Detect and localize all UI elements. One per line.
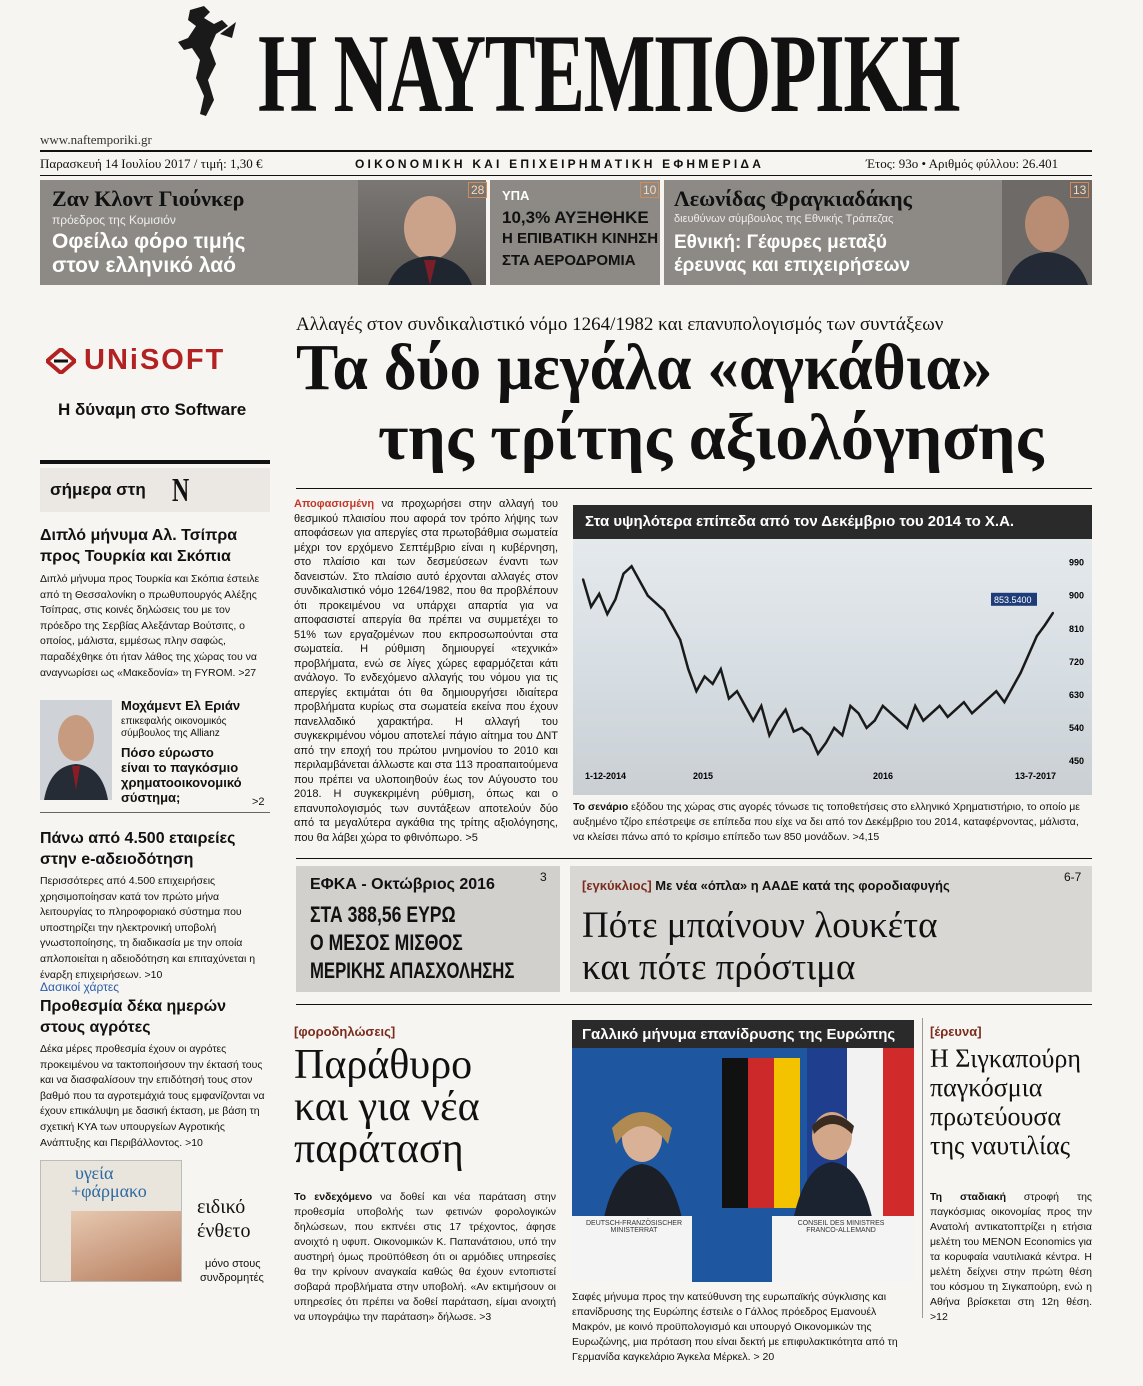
data-point <box>817 753 819 755</box>
y-tick-label: 990 <box>1069 557 1085 568</box>
teaser-headline: Η ΕΠΙΒΑΤΙΚΗ ΚΙΝΗΣΗ <box>502 230 659 247</box>
page-ref[interactable]: 28 <box>468 182 487 198</box>
lead-text: Αποφασισμένη να προχωρήσει στην αλλαγή του θεσμικού πλαισίου που αφορά τον τρόπο λήψης των αποφάσεων για απεργίες στα πρωτοβάθμια σωματεία μέχρι τον ερχόμενο Σεπτέμβριο είναι η κυβέρνηση, στο πλαίσιο και των δεσμεύσεων έναντι των δανειστών. Στο πλαίσιο αυτό έρχονται αλλαγές στον συνδικαλιστικό νόμο 1264/1982, που θα προβλέπουν ότι προκειμένου να υπάρχει απαρτία για να αποφασιστεί απεργία θα πρέπει να συμμετέχει το 51% των εργαζομένων που εκπροσωπούνται στα σωματεία. Η ρύθμιση δημιουργεί «τεχνικά» προβλήματα, ενώ σε λίγες χώρες εφαρμόζεται κάτι ανάλογο. Το ενδεχόμενο αλλαγής του νόμου για τις απεργίες εκτιμάται ότι θα δημιουργήσει ιδιαίτερα προβλήματα κυρίως στα σωματεία εκείνα που έχουν πανελλαδικό χαρακτήρα. Η αλλαγή του συγκεκριμένου νόμου αποτελεί πάγιο αίτημα του ΔΝΤ από την εποχή του πρώτου μνημονίου το 2010 και περιλαμβάνεται άλλωστε και στα 113 προαπαιτούμενα που πρέπει να υλοποιηθούν έως τον Αύγουστο του 2018. Η συγκεκριμένη ρύθμιση, όπως και ο επανυπολογισμός των συντάξεων αποτελούν δύο από τα μεγαλύτερα αγκάθια της τρίτης αξιολόγησης, που θα λάβει χώρα το φθινόπωρο. >5 <box>294 498 558 844</box>
magazine-title: +φάρμακο <box>71 1181 147 1201</box>
data-point <box>1011 687 1013 689</box>
today-letter: N <box>172 472 190 509</box>
magazine-cover[interactable] <box>40 1160 182 1282</box>
data-point <box>849 705 851 707</box>
story4-kicker: Δασικοί χάρτες <box>40 980 119 994</box>
data-point <box>874 720 876 722</box>
aade-headline: Πότε μπαίνουν λουκέτα <box>582 905 938 946</box>
masthead-rule <box>40 150 1092 152</box>
data-point <box>1036 635 1038 637</box>
site-url[interactable]: www.naftemporiki.gr <box>40 132 152 147</box>
data-point <box>623 573 625 575</box>
data-point <box>841 734 843 736</box>
data-point <box>914 705 916 707</box>
data-point <box>793 731 795 733</box>
teaser-fragiadakis[interactable] <box>664 180 1092 285</box>
elerian-photo <box>40 700 112 800</box>
data-point <box>687 668 689 670</box>
teaser-ypa[interactable] <box>490 180 660 285</box>
page-ref[interactable]: 6-7 <box>1064 870 1082 884</box>
europe-photo-art <box>572 1048 914 1282</box>
data-point <box>906 727 908 729</box>
data-point <box>1020 672 1022 674</box>
data-point <box>655 602 657 604</box>
data-point <box>890 712 892 714</box>
aade-kicker: [εγκύκλιος] Με νέα «όπλα» η ΑΑΔΕ κατά της φοροδιαφυγής <box>582 878 950 893</box>
research-text: Τη σταδιακή στροφή της παγκόσμιας οικονομίας προς την Ανατολή αντικατοπτρίζει η ετήσια μελέτη του MENON Economics για τα κορυφαία ναυτιλιακά κέντρα. Η μελέτη δείχνει στην πρώτη θέση του κόσμου τη Σιγκαπούρη, ενώ η Αθήνα βρίσκεται στη 12η θέση. >12 <box>930 1191 1092 1323</box>
magazine-photo <box>71 1211 181 1281</box>
magazine-title: υγεία <box>75 1163 114 1183</box>
y-tick-label: 900 <box>1069 590 1085 601</box>
data-point <box>679 639 681 641</box>
teaser-role: πρόεδρος της Κομισιόν <box>52 213 176 227</box>
europe-title: Γαλλικό μήνυμα επανίδρυσης της Ευρώπης <box>582 1026 896 1043</box>
tagline: ΟΙΚΟΝΟΜΙΚΗ ΚΑΙ ΕΠΙΧΕΙΡΗΜΑΤΙΚΗ ΕΦΗΜΕΡΙΔΑ <box>355 157 765 171</box>
insert-label: ένθετο <box>197 1220 251 1242</box>
tax-headline[interactable]: Παράθυρο και για νέα παράταση <box>294 1042 480 1172</box>
data-point <box>720 668 722 670</box>
today-rule <box>40 460 270 464</box>
data-point <box>695 690 697 692</box>
issue-number: Έτος: 93ο • Αριθμός φύλλου: 26.401 <box>866 156 1059 171</box>
lead-rule <box>296 488 1092 489</box>
data-point <box>712 683 714 685</box>
teaser-headline: 10,3% ΑΥΞΗΘΗΚΕ <box>502 208 649 227</box>
data-point <box>582 578 584 580</box>
efka-headline: ΣΤΑ 388,56 ΕΥΡΩ <box>310 902 456 927</box>
data-point <box>1052 612 1054 614</box>
data-point <box>987 698 989 700</box>
data-point <box>971 712 973 714</box>
insert-note: συνδρομητές <box>200 1272 264 1284</box>
efka-box[interactable] <box>296 866 560 992</box>
data-point <box>647 595 649 597</box>
x-tick-label: 13-7-2017 <box>1015 771 1057 781</box>
data-point <box>663 609 665 611</box>
teaser-headline: έρευνας και επιχειρήσεων <box>674 255 911 276</box>
story3-text: Περισσότερες από 4.500 επιχειρήσεις χρησιμοποίησαν κατά τον πρώτο μήνα λειτουργίας το πληροφοριακό σύστημα που υποστηρίζει την ηλεκτρονική υποβολή γνωστοποίησης, τη διαδικασία με την οποία απλοποιείται η αδειοδότηση και επιταχύνεται η έναρξη επιχειρήσεων. >10 <box>40 875 256 981</box>
teaser-role: διευθύνων σύμβουλος της Εθνικής Τράπεζας <box>674 213 894 225</box>
elerian-name: Μοχάμεντ Ελ Εριάν <box>121 698 241 713</box>
elerian-quote[interactable]: Πόσο εύρωστο είναι το παγκόσμιο χρηματοοικονομικό σύστημα; <box>121 745 242 805</box>
data-point <box>776 720 778 722</box>
stock-chart <box>573 539 1092 795</box>
data-point <box>939 705 941 707</box>
story4-text: Δέκα μέρες προθεσμία έχουν οι αγρότες προκειμένου να τακτοποιήσουν την έκτασή τους και να διασφαλίσουν την επιδότησή τους στον βαθμό που τα αγροτεμάχιά τους εμφανίζονται να έχουν επικάλυψη με δασική έκταση, με βάση τη σχετική ΚΥΑ των υπουργείων Αγροτικής Ανάπτυξης και Περιβάλλοντος. >10 <box>40 1043 265 1149</box>
y-tick-label: 540 <box>1069 722 1085 733</box>
europe-photo <box>572 1020 914 1282</box>
research-tag: [έρευνα] <box>930 1024 982 1039</box>
lead-headline[interactable]: της τρίτης αξιολόγησης <box>378 401 1044 474</box>
data-point <box>736 690 738 692</box>
teaser-kicker: ΥΠΑ <box>502 188 530 203</box>
unisoft-logo-icon <box>46 348 76 374</box>
lead-headline[interactable]: Τα δύο μεγάλα «αγκάθια» <box>296 331 993 404</box>
teaser-juncker[interactable] <box>40 180 486 285</box>
chart-container <box>573 505 1092 795</box>
research-headline[interactable]: Η Σιγκαπούρη παγκόσμια πρωτεύουσα της ναυτιλίας <box>930 1044 1081 1160</box>
story1-title[interactable]: Διπλό μήνυμα Αλ. Τσίπρα προς Τουρκία και Σκόπια <box>40 527 238 565</box>
chart-caption: Το σενάριο εξόδου της χώρας στις αγορές τόνωσε τις τοποθετήσεις στο ελληνικό Χρηματιστήριο, το οποίο με αυξημένο τζίρο επέστρεψε σε επίπεδα που είχε να δει από τον Δεκέμβριο του 2014, καταφέρνοντας, μάλιστα, να κλείσει πάνω από το κρίσιμο επίπεδο των 850 μονάδων. >4,15 <box>573 801 1080 843</box>
data-point <box>825 742 827 744</box>
data-point <box>785 709 787 711</box>
data-point <box>728 698 730 700</box>
tax-tag: [φοροδηλώσεις] <box>294 1024 396 1039</box>
section-rule <box>296 858 1092 859</box>
efka-headline: Ο ΜΕΣΟΣ ΜΙΣΘΟΣ <box>310 930 463 955</box>
page-ref[interactable]: >2 <box>252 796 265 808</box>
story3-title[interactable]: Πάνω από 4.500 εταιρείες στην e-αδειοδότηση <box>40 830 236 868</box>
data-point <box>866 727 868 729</box>
europe-caption: Σαφές μήνυμα προς την κατεύθυνση της ευρωπαϊκής σύγκλισης και επανίδρυσης της Ευρώπης έστειλε ο Γάλλος πρόεδρος Εμανουέλ Μακρόν, με κοινό προϋπολογισμό και υπουργό Οικονομικών της Ευρωζώνης, μια πρόταση που είναι δεκτή με επιφυλακτικότητα από τη Γερμανίδα καγκελάριο Άγκελα Μέρκελ. > 20 <box>572 1291 898 1363</box>
data-point <box>631 565 633 567</box>
data-point <box>704 676 706 678</box>
podium-label: CONSEIL DES MINISTRES FRANCO-ALLEMAND <box>797 1220 885 1234</box>
x-tick-label: 1-12-2014 <box>585 771 627 781</box>
date-price: Παρασκευή 14 Ιουλίου 2017 / τιμή: 1,30 € <box>40 156 263 171</box>
column-divider <box>922 1018 923 1318</box>
x-tick-label: 2015 <box>693 771 714 781</box>
today-label: σήμερα στη <box>50 480 146 499</box>
juncker-photo <box>358 180 486 285</box>
unisoft-slogan: Η δύναμη στο Software <box>58 400 247 419</box>
teaser-headline: ΣΤΑ ΑΕΡΟΔΡΟΜΙΑ <box>502 252 636 269</box>
chart-title: Στα υψηλότερα επίπεδα από τον Δεκέμβριο του 2014 το Χ.Α. <box>585 513 1015 530</box>
data-point <box>801 727 803 729</box>
insert-label: ειδικό <box>197 1196 246 1218</box>
podium-label: DEUTSCH-FRANZÖSISCHER MINISTERRAT <box>585 1220 683 1234</box>
data-point <box>963 701 965 703</box>
data-point <box>947 716 949 718</box>
page-ref[interactable]: 10 <box>640 182 659 198</box>
data-point <box>898 720 900 722</box>
elerian-role: επικεφαλής οικονομικός σύμβουλος της Allianz <box>121 716 227 739</box>
bottom-rule <box>296 1004 1092 1005</box>
masthead-rule-thin <box>40 175 1092 176</box>
data-point <box>671 624 673 626</box>
data-point <box>598 593 600 595</box>
x-tick-label: 2016 <box>873 771 894 781</box>
unisoft-ad[interactable] <box>40 318 270 438</box>
masthead-title: Η ΝΑΥΤΕΜΠΟΡΙΚΗ <box>258 12 960 136</box>
data-point <box>922 720 924 722</box>
data-point <box>760 705 762 707</box>
y-tick-label: 720 <box>1069 656 1085 667</box>
page-ref[interactable]: 3 <box>540 870 547 884</box>
y-tick-label: 630 <box>1069 689 1085 700</box>
teaser-headline: Οφείλω φόρο τιμής <box>52 230 246 253</box>
teaser-headline: Εθνική: Γέφυρες μεταξύ <box>674 232 887 253</box>
unisoft-brand: UNiSOFT <box>84 344 226 376</box>
last-value-label: 853.5400 <box>994 594 1032 605</box>
data-point <box>955 709 957 711</box>
data-point <box>930 712 932 714</box>
data-point <box>995 690 997 692</box>
data-point <box>768 734 770 736</box>
y-tick-label: 810 <box>1069 623 1085 634</box>
today-box <box>40 468 270 512</box>
data-point <box>590 606 592 608</box>
data-point <box>1028 653 1030 655</box>
data-point <box>833 727 835 729</box>
tax-text: Το ενδεχόμενο να δοθεί και νέα παράταση στην προθεσμία υποβολής των φετινών φορολογικών δηλώσεων, που εκπνέει στις 17 τρέχοντος, άφησε ανοιχτό η υφυπ. Οικονομικών Κ. Παπανάτσιου, υπό την αυστηρή όμως προϋπόθεση ότι οι αρμόδιες υπηρεσίες θα την κρίνουν αναγκαία καθώς θα έχουν εντοπιστεί σοβαρά προβλήματα στην υποβολή. «Αν εκτιμήσουν οι υπηρεσίες ότι πρέπει να δοθεί παράταση, είμαι ανοιχτή να υπογράψω την παράταση» δήλωσε. >3 <box>294 1191 556 1323</box>
data-point <box>809 734 811 736</box>
aade-headline: και πότε πρόστιμα <box>582 947 856 988</box>
lead-kicker: Αλλαγές στον συνδικαλιστικό νόμο 1264/1982 και επανυπολογισμός των συντάξεων <box>296 314 944 335</box>
teaser-name: Λεωνίδας Φραγκιαδάκης <box>674 186 912 211</box>
data-point <box>1044 624 1046 626</box>
teaser-name: Ζαν Κλοντ Γιούνκερ <box>52 186 245 211</box>
data-point <box>1003 701 1005 703</box>
data-point <box>979 705 981 707</box>
data-point <box>858 712 860 714</box>
divider <box>40 812 270 813</box>
data-point <box>744 705 746 707</box>
aade-box[interactable] <box>570 866 1092 992</box>
data-point <box>606 613 608 615</box>
series-line <box>583 566 1053 753</box>
teaser-headline: στον ελληνικό λαό <box>52 254 236 277</box>
y-tick-label: 450 <box>1069 756 1085 766</box>
story1-text: Διπλό μήνυμα προς Τουρκία και Σκόπια έστειλε από τη Θεσσαλονίκη ο πρωθυπουργός Αλέξης Τσίπρας, στις κοινές δηλώσεις του με τον πρόεδρο της Σερβίας Αλεξάνταρ Βούτσιτς, ο οποίος, μάλιστα, εμμέσως πλην σαφώς, παραδέχθηκε ότι ήταν λάθος της χώρας του να αναγνωρίσει ως «Μακεδονία» τη FYROM. >27 <box>40 573 260 679</box>
efka-headline: ΜΕΡΙΚΗΣ ΑΠΑΣΧΟΛΗΣΗΣ <box>310 958 515 983</box>
page-ref[interactable]: 13 <box>1070 182 1089 198</box>
data-point <box>752 720 754 722</box>
data-point <box>639 580 641 582</box>
data-point <box>614 598 616 600</box>
efka-kicker: ΕΦΚΑ - Οκτώβριος 2016 <box>310 876 495 893</box>
story4-title[interactable]: Προθεσμία δέκα ημερών στους αγρότες <box>40 998 226 1036</box>
hermes-logo <box>170 4 240 122</box>
data-point <box>882 705 884 707</box>
insert-note: μόνο στους <box>205 1258 261 1270</box>
